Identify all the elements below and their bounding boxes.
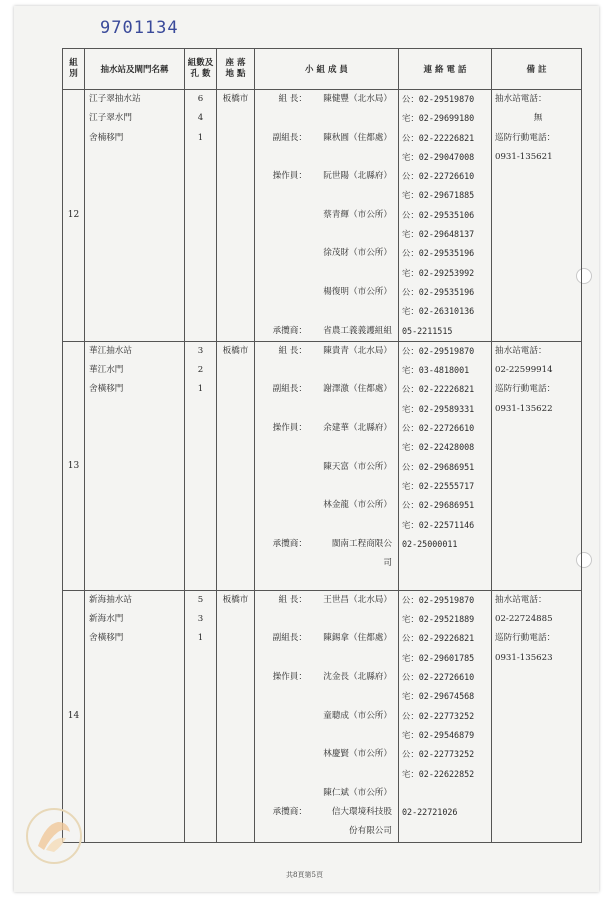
member-name: 份有限公司	[349, 826, 392, 837]
station-name: 新海水門	[89, 614, 124, 625]
member-entry	[257, 244, 398, 263]
phone-number: 宅：02-22428008	[402, 442, 475, 453]
member-entry	[257, 745, 398, 764]
phone-number: 宅：02-29521889	[402, 614, 475, 625]
member-role	[257, 554, 307, 573]
station-names	[85, 590, 185, 842]
header-count: 組數及 孔 數	[185, 49, 217, 90]
note-line: 巡防行動電話：	[495, 132, 556, 143]
phone-number: 宅：02-29674568	[402, 691, 475, 702]
station-names	[85, 341, 185, 590]
member-entry	[257, 167, 398, 186]
member-name: 蔡青輝（市公所）	[323, 209, 392, 220]
group-number: 14	[63, 590, 85, 842]
station-name: 華江水門	[89, 365, 124, 376]
member-entry	[257, 822, 398, 841]
phone-number: 宅：02-22555717	[402, 480, 475, 491]
member-entry	[257, 784, 398, 803]
member-role	[257, 745, 307, 764]
phone-number: 宅：02-29253992	[402, 267, 475, 278]
phone-number: 公：02-29535106	[402, 209, 475, 220]
phone-number: 宅：02-29047008	[402, 151, 475, 162]
phone-number: 宅：02-29671885	[402, 190, 475, 201]
station-counts	[185, 341, 217, 590]
phone-number: 宅：02-29589331	[402, 403, 475, 414]
phone-number: 02-22721026	[402, 807, 458, 818]
member-role	[257, 206, 307, 225]
note-line: 0931-135622	[495, 403, 553, 414]
station-counts	[185, 90, 217, 342]
member-entry	[257, 668, 398, 687]
station-count: 1	[197, 633, 204, 644]
member-role: 副組長：	[272, 384, 307, 395]
location: 板橋市	[222, 94, 249, 104]
note-line: 抽水站電話：	[495, 594, 547, 605]
phone-number	[402, 784, 491, 803]
phone-number: 05-2211515	[402, 325, 453, 336]
note-line: 無	[533, 113, 543, 124]
member-name: 林金龍（市公所）	[323, 500, 392, 511]
member-role	[257, 458, 307, 477]
member-role: 操作員：	[272, 672, 307, 683]
table-row	[63, 590, 582, 842]
member-role	[257, 244, 307, 263]
note-line: 02-22599914	[495, 365, 553, 376]
station-name: 江子翠水門	[89, 113, 132, 124]
phone-number: 公：02-22226821	[402, 132, 475, 143]
members-cell	[255, 590, 399, 842]
table-row	[63, 341, 582, 590]
member-role	[257, 822, 307, 841]
member-entry	[257, 803, 398, 822]
station-count: 3	[197, 614, 204, 625]
station-name: 舍橫移門	[89, 633, 124, 644]
phone-number: 公：02-29226821	[402, 633, 475, 644]
header-group: 組別	[63, 49, 85, 90]
header-station: 抽水站及閘門名稱	[85, 49, 185, 90]
header-note: 備 註	[492, 49, 582, 90]
phone-number: 宅：02-26310136	[402, 306, 475, 317]
member-role: 操作員：	[272, 423, 307, 434]
note-line: 0931-135623	[495, 652, 553, 663]
pump-station-roster-table	[62, 48, 582, 843]
member-name: 童聰成（市公所）	[323, 710, 392, 721]
member-entry	[257, 129, 398, 148]
group-number: 12	[63, 90, 85, 342]
member-name: 林慶賢（市公所）	[323, 749, 392, 760]
member-entry	[257, 707, 398, 726]
station-count: 4	[197, 113, 204, 124]
members-cell	[255, 341, 399, 590]
location-cell	[217, 90, 255, 342]
notes-cell	[492, 590, 582, 842]
phone-number: 宅：03-4818001	[402, 365, 470, 376]
phone-number: 公：02-29686951	[402, 500, 475, 511]
member-entry	[257, 458, 398, 477]
member-entry	[257, 322, 398, 341]
phone-number: 公：02-22726610	[402, 171, 475, 182]
location-cell	[217, 590, 255, 842]
member-name: 阮世陽（北縣府）	[323, 171, 392, 182]
station-name: 新海抽水站	[89, 594, 132, 605]
member-entry	[257, 90, 398, 109]
phone-number: 公：02-29535196	[402, 286, 475, 297]
location-cell	[217, 341, 255, 590]
member-role: 操作員：	[272, 171, 307, 182]
phone-number: 宅：02-22571146	[402, 519, 475, 530]
member-entry	[257, 591, 398, 610]
station-count: 3	[197, 345, 204, 356]
note-line: 抽水站電話：	[495, 94, 547, 104]
member-role: 組 長：	[278, 94, 307, 104]
location: 板橋市	[222, 345, 249, 356]
member-name: 陳錫拿（住都處）	[323, 633, 392, 644]
station-count: 1	[197, 132, 204, 143]
member-name: 司	[383, 558, 392, 569]
header-members: 小 組 成 員	[255, 49, 399, 90]
member-name: 閩南工程商限公	[331, 538, 392, 549]
station-name: 舍橫移門	[89, 384, 124, 395]
station-count: 5	[197, 594, 204, 605]
member-role: 承攬商：	[272, 807, 307, 818]
phone-number: 宅：02-29601785	[402, 652, 475, 663]
member-name: 省農工義義護組組	[323, 325, 392, 336]
note-line: 巡防行動電話：	[495, 384, 556, 395]
station-count: 2	[197, 365, 204, 376]
phone-number: 公：02-22726610	[402, 672, 475, 683]
station-counts	[185, 590, 217, 842]
member-name: 陳天富（市公所）	[323, 461, 392, 472]
phones-cell	[399, 590, 492, 842]
member-role	[257, 496, 307, 515]
member-entry	[257, 206, 398, 225]
member-name: 陳仁斌（市公所）	[323, 787, 392, 798]
member-role: 承攬商：	[272, 538, 307, 549]
member-entry	[257, 496, 398, 515]
phones-cell	[399, 90, 492, 342]
member-role: 承攬商：	[272, 325, 307, 336]
phone-number: 宅：02-22622852	[402, 768, 475, 779]
phone-number: 公：02-22773252	[402, 710, 475, 721]
phone-number: 公：02-22773252	[402, 749, 475, 760]
phone-number: 公：02-29535196	[402, 248, 475, 259]
table-row	[63, 90, 582, 342]
page-footer: 共8頁第5頁	[286, 871, 323, 879]
phone-number: 公：02-29519870	[402, 594, 475, 605]
member-name: 陳貴青（北水局）	[323, 345, 392, 356]
member-name: 信大環境科技股	[331, 807, 392, 818]
notes-cell	[492, 90, 582, 342]
member-entry	[257, 554, 398, 573]
station-name: 江子翠抽水站	[89, 94, 141, 104]
header-phone: 連 絡 電 話	[399, 49, 492, 90]
member-entry	[257, 629, 398, 648]
member-name: 陳秋圓（住都處）	[323, 132, 392, 143]
note-line: 抽水站電話：	[495, 345, 547, 356]
member-name: 徐茂財（市公所）	[323, 248, 392, 259]
member-role	[257, 784, 307, 803]
location: 板橋市	[222, 594, 249, 605]
member-role: 組 長：	[278, 345, 307, 356]
member-name: 陳健豐（北水局）	[323, 94, 392, 104]
phone-number: 宅：02-29546879	[402, 729, 475, 740]
note-line: 巡防行動電話：	[495, 633, 556, 644]
phone-number: 宅：02-29699180	[402, 113, 475, 124]
phone-number: 公：02-22726610	[402, 423, 475, 434]
group-number: 13	[63, 341, 85, 590]
member-name: 沈金長（北縣府）	[323, 672, 392, 683]
member-entry	[257, 342, 398, 361]
note-line: 0931-135621	[495, 151, 553, 162]
member-entry	[257, 419, 398, 438]
station-count: 1	[197, 384, 204, 395]
member-entry	[257, 535, 398, 554]
member-name: 謝澤激（住都處）	[323, 384, 392, 395]
member-name: 余建華（北縣府）	[323, 423, 392, 434]
members-cell	[255, 90, 399, 342]
member-role: 副組長：	[272, 132, 307, 143]
station-name: 華江抽水站	[89, 345, 132, 356]
phone-number: 公：02-29519870	[402, 345, 475, 356]
member-entry	[257, 283, 398, 302]
station-count: 6	[197, 94, 204, 104]
document-number-stamp: 9701134	[100, 18, 179, 38]
member-role	[257, 707, 307, 726]
note-line: 02-22724885	[495, 614, 553, 625]
member-role	[257, 283, 307, 302]
phone-number: 公：02-29519870	[402, 94, 475, 104]
phone-number: 公：02-29686951	[402, 461, 475, 472]
member-role: 組 長：	[278, 594, 307, 605]
header-location: 座 落 地 點	[217, 49, 255, 90]
phone-number: 公：02-22226821	[402, 384, 475, 395]
member-entry	[257, 380, 398, 399]
table-header-row	[63, 49, 582, 90]
phone-number: 宅：02-29648137	[402, 229, 475, 240]
station-names	[85, 90, 185, 342]
member-name: 王世昌（北水局）	[323, 594, 392, 605]
member-role: 副組長：	[272, 633, 307, 644]
library-watermark-logo	[24, 806, 84, 866]
phones-cell	[399, 341, 492, 590]
phone-number: 02-25000011	[402, 538, 458, 549]
notes-cell	[492, 341, 582, 590]
station-name: 舍楠移門	[89, 132, 124, 143]
member-name: 楊復明（市公所）	[323, 286, 392, 297]
